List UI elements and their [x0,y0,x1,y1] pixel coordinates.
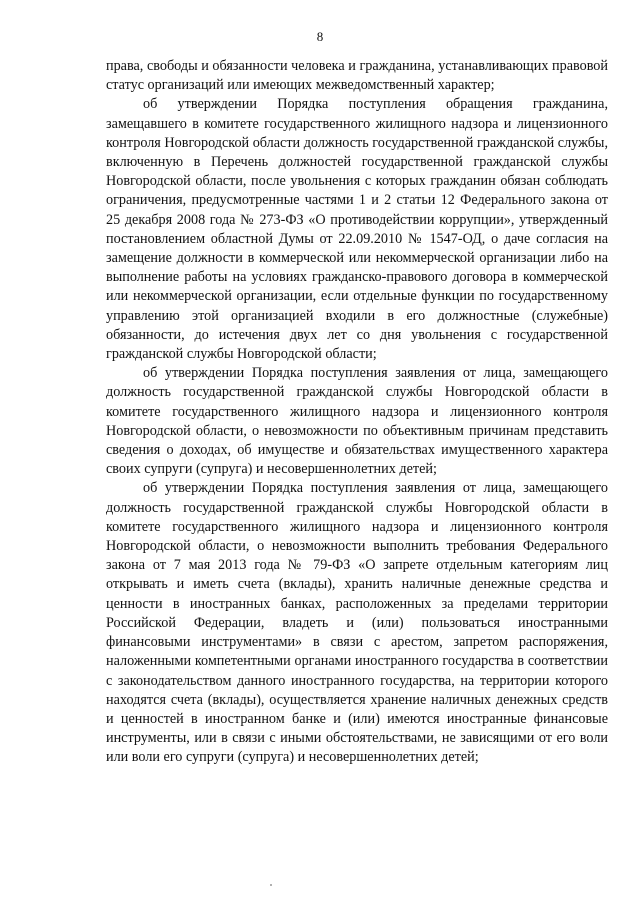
paragraph-continuation: права, свободы и обязанности человека и гражданина, устанавливающих правовой статус организаций или имеющих межведомственный характер; [106,58,608,94]
paragraph-appeal-procedure: об утверждении Порядка поступления обращения гражданина, замещавшего в комитете государственного жилищного надзора и лицензионного контроля Новгородской области должность государственной гражданской службы, включенную в Перечень должностей государственной гражданской службы Новгородской области, после увольнения с которых гражданин обязан соблюдать ограничения, предусмотренные частями 1 и 2 статьи 12 Федерального закона от 25 декабря 2008 года № 273-ФЗ «О противодействии коррупции», утвержденный постановлением областной Думы от 22.09.2010 № 1547-ОД, о даче согласия на замещение должности в коммерческой или некоммерческой организации либо на выполнение работы на условиях гражданско-правового договора в коммерческой или некоммерческой организации, если отдельные функции по государственному управлению этой организацией входили в его должностные (служебные) обязанности, до истечения двух лет со дня увольнения с государственной гражданской службы Новгородской области; [106,96,608,363]
scan-speck [270,884,272,886]
page-number: 8 [316,29,324,44]
paragraph-income-statement-procedure: об утверждении Порядка поступления заявления от лица, замещающего должность государственной гражданской службы Новгородской области в комитете государственного жилищного надзора и лицензионного контроля Новгородской области, о невозможности по объективным причинам представить сведения о доходах, об имуществе и обязательствах имущественного характера своих супруги (супруга) и несовершеннолетних детей; [106,365,608,478]
document-body [106,57,608,768]
paragraph-foreign-accounts-procedure: об утверждении Порядка поступления заявления от лица, замещающего должность государственной гражданской службы Новгородской области в комитете государственного жилищного надзора и лицензионного контроля Новгородской области, о невозможности выполнить требования Федерального закона от 7 мая 2013 года № 79-ФЗ «О запрете отдельным категориям лиц открывать и иметь счета (вклады), хранить наличные денежные средства и ценности в иностранных банках, расположенных за пределами территории Российской Федерации, владеть и (или) пользоваться иностранными финансовыми инструментами» в связи с арестом, запретом распоряжения, наложенными компетентными органами иностранного государства в соответствии с законодательством данного иностранного государства, на территории которого находятся счета (вклады), осуществляется хранение наличных денежных средств и ценностей в иностранном банке и (или) имеются иностранные финансовые инструменты, или в связи с иными обстоятельствами, не зависящими от его воли или воли его супруги (супруга) и несовершеннолетних детей; [106,480,608,766]
